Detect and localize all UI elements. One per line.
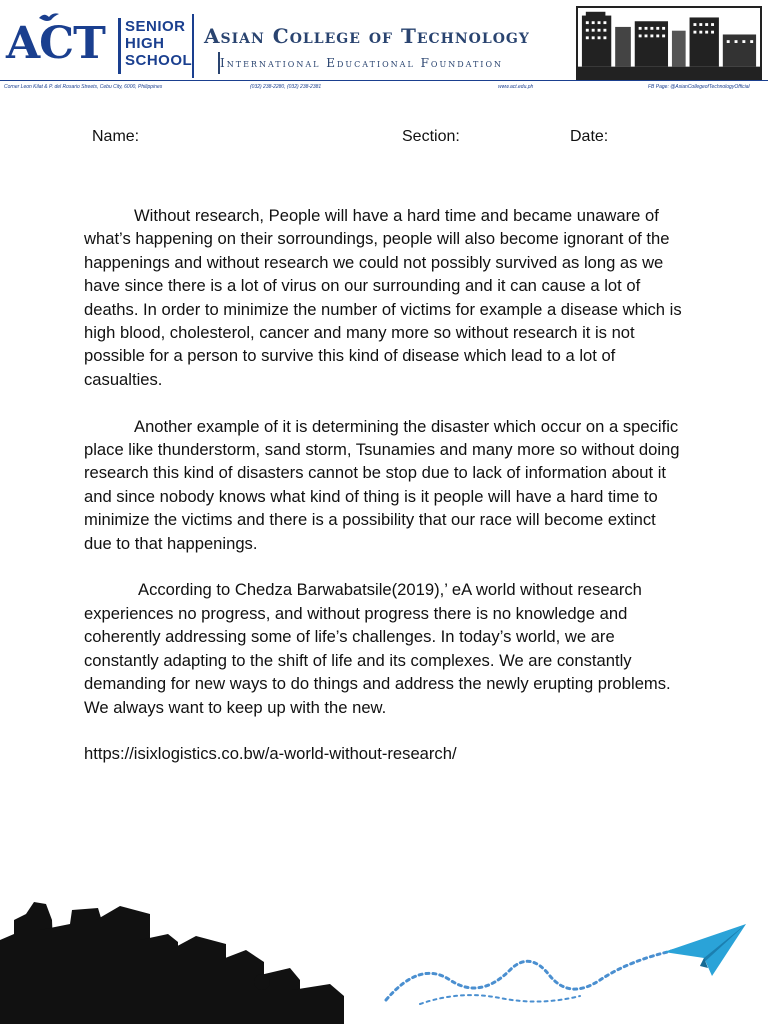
website-link[interactable]: www.act.edu.ph — [498, 84, 534, 90]
paragraph-1-text: Without research, People will have a hard time and became unaware of what’s happening on their sorroundings, people will also become ignorant of the happenings and without research we could not possibly survived as long as we have since there is a lot of virus on our surrounding and it can cause a lot of deaths. In order to minimize the number of victims for example a disease which is high blood, cholesterol, cancer and many more so without research it is not possible for a person to survive this kind of disease which lead to a lot of casualties. — [84, 206, 682, 389]
paragraph-3-text: According to Chedza Barwabatsile(2019),’ eA world without research experiences no progress, and without progress there is no knowledge and coherently addressing some of life’s challenges. In today’s world, we are constantly adapting to the shift of life and its complexes. We are constantly demanding for new ways to do things and address the newly erupting problems. We always want to keep up with the new. — [84, 580, 671, 717]
paragraph-3 — [84, 578, 684, 718]
section-label: Section: — [402, 128, 460, 145]
address-rule — [0, 80, 768, 81]
city-silhouette-icon — [0, 880, 360, 1024]
address-text: Corner Leon Kilat & P. del Rosario Streets, Cebu City, 6000, Philippines — [4, 84, 163, 90]
shs-line-2: HIGH — [125, 35, 165, 52]
paragraph-2 — [84, 415, 684, 555]
fb-page-text: FB Page: @AsianCollegeofTechnologyOfficial — [648, 84, 750, 90]
name-label: Name: — [92, 128, 140, 145]
logo-text: ACT — [6, 18, 105, 69]
paragraph-2-text: Another example of it is determining the disaster which occur on a specific place like thunderstorm, sand storm, Tsunamies and many more so without doing research this kind of disasters cannot be stop due to lack of information about it and since nobody knows what kind of thing is it people will have a hard time to minimize the victims and there is a possibility that our race will become extinct due to that happenings. — [84, 416, 680, 553]
header-divider — [192, 14, 194, 78]
shs-line-1: SENIOR — [125, 18, 186, 35]
paper-plane-icon — [660, 922, 750, 982]
college-name: Asian College of Technology — [204, 24, 530, 48]
shs-line-3: SCHOOL — [125, 52, 193, 69]
paragraph-1 — [84, 204, 684, 391]
source-link[interactable]: https://isixlogistics.co.bw/a-world-without-research/ — [84, 744, 457, 764]
city-skyline-icon — [576, 6, 762, 80]
senior-high-school-label — [118, 18, 193, 74]
essay-body — [84, 204, 684, 766]
act-logo — [6, 10, 114, 76]
date-label: Date: — [570, 128, 609, 145]
college-subtitle: International Educational Foundation — [220, 56, 504, 70]
dotted-trail-icon — [380, 940, 680, 1010]
phone-text: (032) 238-2280, (032) 238-2381 — [250, 84, 322, 90]
letterhead — [0, 0, 768, 92]
